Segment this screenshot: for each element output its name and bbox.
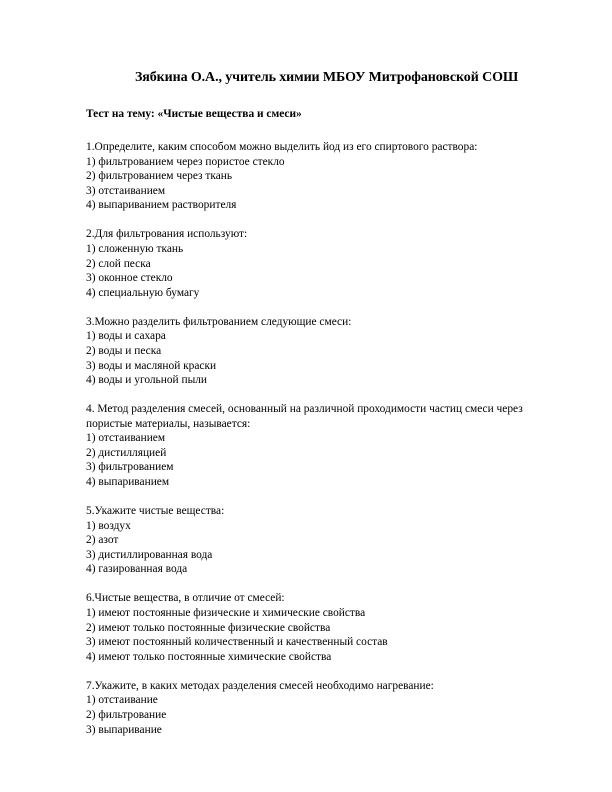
question-5 <box>86 504 526 577</box>
answer-option: 2) слой песка <box>86 257 151 270</box>
question-4 <box>86 402 526 490</box>
answer-option: 3) воды и масляной краски <box>86 359 217 372</box>
answer-option: 1) имеют постоянные физические и химические свойства <box>86 606 366 619</box>
answer-option: 2) воды и песка <box>86 344 162 357</box>
question-text: 3.Можно разделить фильтрованием следующие смеси: <box>86 315 352 328</box>
answer-option: 4) имеют только постоянные химические свойства <box>86 650 332 663</box>
question-text: 5.Укажите чистые вещества: <box>86 505 225 518</box>
answer-option: 2) фильтрованием через ткань <box>86 170 233 183</box>
answer-option: 3) дистиллированная вода <box>86 548 213 561</box>
question-3 <box>86 315 526 388</box>
question-2 <box>86 227 526 300</box>
answer-option: 4) газированная вода <box>86 563 188 576</box>
answer-option: 2) фильтрование <box>86 708 167 721</box>
answer-option: 3) фильтрованием <box>86 461 174 474</box>
answer-option: 1) сложенную ткань <box>86 242 184 255</box>
question-text: 2.Для фильтрования используют: <box>86 228 248 241</box>
test-title: Тест на тему: «Чистые вещества и смеси» <box>86 108 302 120</box>
answer-option: 1) отстаивание <box>86 694 158 707</box>
answer-option: 3) имеют постоянный количественный и качественный состав <box>86 636 388 649</box>
questions-list <box>86 140 526 752</box>
question-text: 1.Определите, каким способом можно выделить йод из его спиртового раствора: <box>86 141 478 153</box>
answer-option: 1) отстаиванием <box>86 432 166 445</box>
question-text: 4. Метод разделения смесей, основанный на различной проходимости частиц смеси через пористые материалы, называется: <box>86 403 523 430</box>
question-6 <box>86 591 526 664</box>
author-header: Зябкина О.А., учитель химии МБОУ Митрофановской СОШ <box>135 70 519 85</box>
answer-option: 4) специальную бумагу <box>86 286 200 299</box>
answer-option: 3) выпаривание <box>86 723 162 736</box>
answer-option: 4) выпариванием <box>86 476 170 489</box>
question-1 <box>86 140 526 213</box>
question-text: 7.Укажите, в каких методах разделения смесей необходимо нагревание: <box>86 679 434 692</box>
question-7 <box>86 679 526 737</box>
answer-option: 3) оконное стекло <box>86 272 173 285</box>
answer-option: 1) воды и сахара <box>86 330 166 343</box>
question-text: 6.Чистые вещества, в отличие от смесей: <box>86 592 285 605</box>
answer-option: 4) воды и угольной пыли <box>86 374 208 387</box>
answer-option: 4) выпариванием растворителя <box>86 199 237 212</box>
answer-option: 3) отстаиванием <box>86 184 166 197</box>
answer-option: 2) дистилляцией <box>86 446 167 459</box>
answer-option: 1) воздух <box>86 519 131 532</box>
answer-option: 2) имеют только постоянные физические свойства <box>86 621 331 634</box>
answer-option: 1) фильтрованием через пористое стекло <box>86 155 285 168</box>
answer-option: 2) азот <box>86 534 119 547</box>
